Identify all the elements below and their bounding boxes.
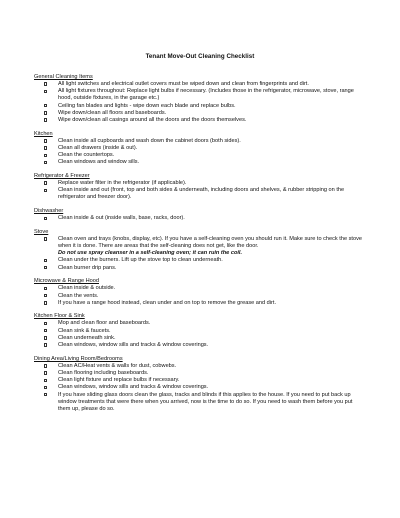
checkbox-icon[interactable] xyxy=(44,118,47,121)
checkbox-icon[interactable] xyxy=(44,266,47,269)
checklist-item xyxy=(34,138,366,145)
checklist-item xyxy=(34,152,366,159)
checkbox-icon[interactable] xyxy=(44,329,47,332)
checklist-items xyxy=(34,180,366,202)
checkbox-icon[interactable] xyxy=(44,287,47,290)
checklist-item-text: Clean the vents. xyxy=(58,292,99,299)
checklist-item xyxy=(34,145,366,152)
checklist-section xyxy=(34,74,366,124)
checklist-sections xyxy=(34,74,366,413)
page-title: Tenant Move-Out Cleaning Checklist xyxy=(145,53,255,60)
checklist-items xyxy=(34,285,366,307)
checkbox-icon[interactable] xyxy=(44,371,47,374)
checkbox-icon[interactable] xyxy=(44,189,47,192)
checklist-section xyxy=(34,229,366,272)
checkbox-icon[interactable] xyxy=(44,90,47,93)
checklist-item-text: Clean inside and out (front, top and both sides & underneath, including doors and shelves, & rubber stripping on the refrigerator and freezer door). xyxy=(58,187,345,201)
section-heading: Kitchen Floor & Sink xyxy=(34,313,85,320)
checklist-item-text: Clean inside & outside. xyxy=(58,285,116,292)
checklist-items xyxy=(34,320,366,349)
checklist-item xyxy=(34,103,366,110)
checklist-item xyxy=(34,215,366,222)
checkbox-icon[interactable] xyxy=(44,343,47,346)
section-heading: Kitchen xyxy=(34,130,53,137)
checklist-item-text: Clean sink & faucets. xyxy=(58,327,111,334)
checklist-item xyxy=(34,392,366,414)
checkbox-icon[interactable] xyxy=(44,322,47,325)
checkbox-icon[interactable] xyxy=(44,82,47,85)
checklist-item-text: If you have a range hood instead, clean under and on top to remove the grease and dirt. xyxy=(58,299,276,306)
checklist-item xyxy=(34,117,366,124)
checklist-section xyxy=(34,313,366,349)
checklist-item-text: Clean burner drip pans. xyxy=(58,264,117,271)
checklist-section xyxy=(34,356,366,413)
checklist-item-text: Replace water filter in the refrigerator (if applicable). xyxy=(58,180,187,187)
checklist-item xyxy=(34,293,366,300)
checkbox-icon[interactable] xyxy=(44,154,47,157)
checklist-item xyxy=(34,110,366,117)
checklist-item-text: If you have sliding glass doors clean the glass, tracks and blinds if this applies to the house. If you need to put back up window treatments that were there when you arrived, now is the time to do so. If you need to wash them before you put them up, please do so. xyxy=(58,391,353,412)
checkbox-icon[interactable] xyxy=(44,364,47,367)
checklist-items xyxy=(34,236,366,272)
checklist-item-text: Clean flooring including baseboards. xyxy=(58,369,149,376)
checklist-item-text: All light switches and electrical outlet covers must be wiped down and clean from fingerprints and dirt. xyxy=(58,81,309,87)
checkbox-icon[interactable] xyxy=(44,336,47,339)
checkbox-icon[interactable] xyxy=(44,379,47,382)
checklist-item xyxy=(34,363,366,370)
checkbox-icon[interactable] xyxy=(44,237,47,240)
checklist-item xyxy=(34,342,366,349)
checklist-item xyxy=(34,335,366,342)
checklist-items xyxy=(34,363,366,413)
checkbox-icon[interactable] xyxy=(44,146,47,149)
checklist-item-text: Wipe down/clean all floors and baseboards. xyxy=(58,109,167,116)
checkbox-icon[interactable] xyxy=(44,301,47,304)
checklist-item xyxy=(34,300,366,307)
checklist-item xyxy=(34,370,366,377)
checklist-section xyxy=(34,278,366,307)
section-heading: Dishwasher xyxy=(34,208,64,215)
checklist-items xyxy=(34,138,366,167)
checkbox-icon[interactable] xyxy=(44,217,47,220)
checklist-item-text: Clean windows, window sills and tracks & window coverings. xyxy=(58,342,209,349)
checklist-item xyxy=(34,377,366,384)
checklist-section xyxy=(34,131,366,167)
checklist-item xyxy=(34,187,366,201)
checklist-item-text: Clean inside all cupboards and wash down the cabinet doors (both sides). xyxy=(58,137,241,144)
checklist-item-text: Ceiling fan blades and lights - wipe down each blade and replace bulbs. xyxy=(58,102,236,109)
checkbox-icon[interactable] xyxy=(44,111,47,114)
checkbox-icon[interactable] xyxy=(44,259,47,262)
checklist-section xyxy=(34,208,366,222)
checklist-item-text: Clean AC/Heat vents & walls for dust, cobwebs. xyxy=(58,362,177,369)
section-heading: General Cleaning Items xyxy=(34,74,93,80)
checklist-item-text: Clean all drawers (inside & out). xyxy=(58,144,138,151)
section-heading: Dining Area/Living Room/Bedrooms xyxy=(34,355,123,362)
checklist-item xyxy=(34,285,366,292)
section-heading: Microwave & Range Hood xyxy=(34,278,99,285)
checklist-item-text: Clean windows and window sills. xyxy=(58,159,140,166)
checklist-item xyxy=(34,320,366,327)
checklist-item-text: Clean under the burners. Lift up the stove top to clean underneath. xyxy=(58,257,223,264)
checklist-item-text: All light fixtures throughout: Replace light bulbs if necessary. (Includes those in the refrigerator, microwave, stove, range hood, outside fixtures, in the garage etc.) xyxy=(58,88,354,102)
checkbox-icon[interactable] xyxy=(44,294,47,297)
checklist-item-text: Wipe down/clean all casings around all the doors and the doors themselves. xyxy=(58,117,247,124)
checklist-item xyxy=(34,236,366,258)
checkbox-icon[interactable] xyxy=(44,181,47,184)
checklist-item-text: Clean inside & out (inside walls, base, racks, door). xyxy=(58,215,185,222)
checkbox-icon[interactable] xyxy=(44,139,47,142)
checklist-item xyxy=(34,328,366,335)
checklist-items xyxy=(34,215,366,222)
checklist-item-text: Clean oven and trays (knobs, display, etc). If you have a self-cleaning oven you should run it. Make sure to check the stove when it is done. There are areas that the self-cleaning does not get, like the door. xyxy=(58,235,362,250)
checklist-item-text: Clean windows, window sills and tracks & window coverings. xyxy=(58,384,209,391)
section-heading: Refrigerator & Freezer xyxy=(34,173,90,180)
checkbox-icon[interactable] xyxy=(44,393,47,396)
checklist-item-text: Clean underneath sink. xyxy=(58,334,116,341)
checkbox-icon[interactable] xyxy=(44,161,47,164)
checklist-item xyxy=(34,384,366,391)
checklist-item xyxy=(34,88,366,102)
checklist-item xyxy=(34,81,366,88)
checklist-item xyxy=(34,180,366,187)
checkbox-icon[interactable] xyxy=(44,386,47,389)
checklist-item-text: Mop and clean floor and baseboards. xyxy=(58,320,151,327)
checklist-item xyxy=(34,265,366,272)
checkbox-icon[interactable] xyxy=(44,104,47,107)
checklist-item-text: Clean the countertops. xyxy=(58,152,115,159)
section-heading: Stove xyxy=(34,228,49,235)
checklist-section xyxy=(34,173,366,202)
checklist-item xyxy=(34,159,366,166)
warning-text: Do not use spray cleanser in a self-cleaning oven; it can ruin the coil. xyxy=(58,250,243,257)
checklist-item xyxy=(34,257,366,264)
checklist-item-text: Clean light fixture and replace bulbs if necessary. xyxy=(58,377,180,384)
checklist-items xyxy=(34,81,366,124)
